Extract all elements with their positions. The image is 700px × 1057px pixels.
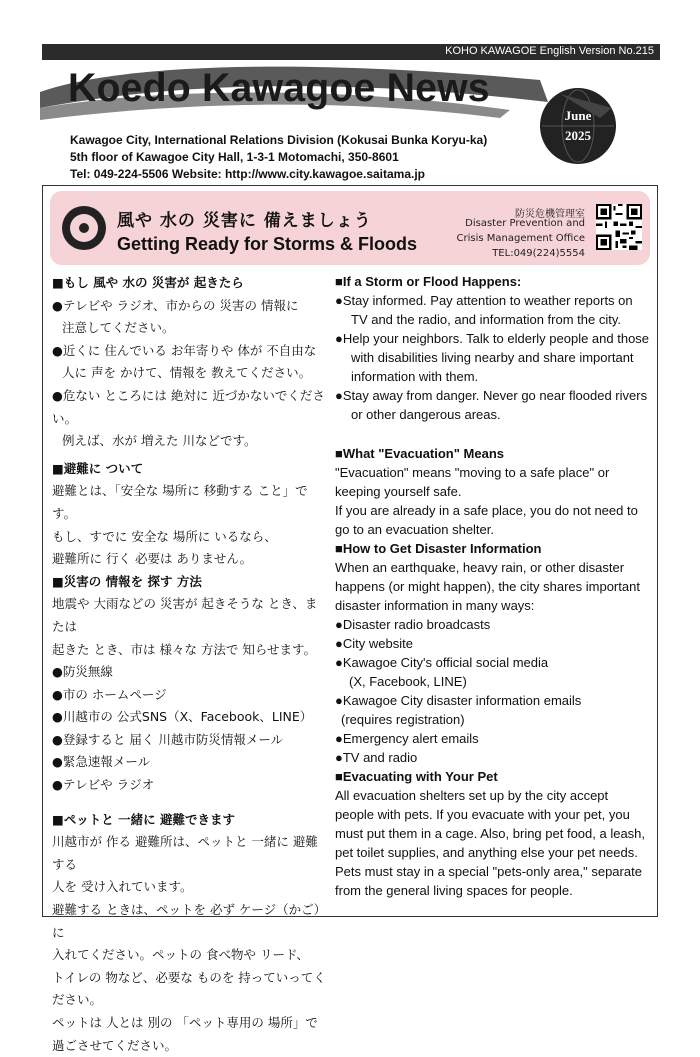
- list-item: ●TV and radio: [335, 750, 418, 765]
- paragraph-line: 川越市が 作る 避難所は、ペットと 一緒に 避難する: [52, 834, 318, 872]
- list-item: ●Kawagoe City disaster information emails: [335, 693, 582, 708]
- list-item-cont: 注意してください。: [62, 320, 175, 336]
- list-item: ●City website: [335, 636, 413, 651]
- list-item: ●テレビや ラジオ、市からの 災害の 情報に: [52, 297, 299, 313]
- list-item: ●Kawagoe City's official social media: [335, 655, 549, 670]
- article-title-en: Getting Ready for Storms & Floods: [117, 234, 418, 254]
- list-item: ●Disaster radio broadcasts: [335, 617, 491, 632]
- dept-tel: TEL:049(224)5554: [492, 248, 585, 259]
- list-item: ●危ない ところには 絶対に 近づかないでください。: [52, 387, 325, 426]
- list-item: ●Stay informed. Pay attention to weather reports on TV and the radio, and information from the city.: [335, 293, 633, 327]
- list-item: ●Emergency alert emails: [335, 731, 479, 746]
- paragraph: All evacuation shelters set up by the city accept people with pets. If you evacuate with your pet, you must put them in a cage. Also, bring pet food, a leash, pet toilet supplies, and anything else your pet needs.: [335, 788, 646, 860]
- list-item-cont: 例えば、水が 増えた 川などです。: [62, 433, 257, 449]
- list-item: ●テレビや ラジオ: [52, 777, 155, 793]
- section-heading: ■避難に ついて: [52, 460, 144, 476]
- list-item: ●登録すると 届く 川越市防災情報メール: [52, 731, 284, 747]
- article-title-jp: 風や 水の 災害に 備えましょう: [117, 211, 372, 231]
- english-column: [335, 272, 650, 900]
- list-item: ●Help your neighbors. Talk to elderly people and those with disabilities living nearby and share important information with them.: [335, 331, 650, 384]
- section-heading: ■ペットと 一緒に 避難できます: [52, 811, 236, 827]
- issue-date-badge: [540, 88, 616, 164]
- paragraph-line: 起きた とき、市は 様々な 方法で 知らせます。: [52, 641, 317, 657]
- dept-name-en-1: Disaster Prevention and: [465, 218, 585, 229]
- dept-name-en-2: Crisis Management Office: [456, 233, 585, 244]
- globe-icon: [540, 88, 616, 164]
- section-heading: ■If a Storm or Flood Happens:: [335, 274, 522, 289]
- paragraph-line: 地震や 大雨などの 災害が 起きそうな とき、または: [52, 596, 318, 634]
- paragraph: If you are already in a safe place, you do not need to go to an evacuation shelter.: [335, 503, 638, 537]
- issue-month: June: [564, 108, 592, 123]
- paragraph-line: ペットは 人とは 別の 「ペット専用の 場所」で: [52, 1015, 318, 1030]
- list-item: ●近くに 住んでいる お年寄りや 体が 不自由な: [52, 342, 317, 358]
- org-contact: Tel: 049-224-5506 Website: http://www.city.kawagoe.saitama.jp: [70, 167, 426, 181]
- section-heading: ■災害の 情報を 探す 方法: [52, 573, 202, 589]
- list-item: ●川越市の 公式SNS（X、Facebook、LINE）: [52, 709, 313, 725]
- section-heading: ■もし 風や 水の 災害が 起きたら: [52, 275, 244, 290]
- paragraph-line: トイレの 物など、必要な ものを 持っていってください。: [52, 969, 326, 1008]
- dept-name-jp: 防災危機管理室: [515, 209, 585, 220]
- list-item: ●Stay away from danger. Never go near flooded rivers or other dangerous areas.: [335, 388, 648, 422]
- paragraph: When an earthquake, heavy rain, or other disaster happens (or might happen), the city shares important disaster information in many ways:: [335, 560, 640, 613]
- qr-code-icon[interactable]: [596, 204, 642, 250]
- section-heading: ■Evacuating with Your Pet: [335, 769, 498, 784]
- list-item: ●防災無線: [52, 664, 113, 680]
- paragraph-line: 避難所に 行く 必要は ありません。: [52, 551, 253, 567]
- section-heading: ■What "Evacuation" Means: [335, 446, 504, 461]
- list-item: ●緊急速報メール: [52, 754, 151, 770]
- section-heading: ■How to Get Disaster Information: [335, 541, 542, 556]
- org-name: Kawagoe City, International Relations Division (Kokusai Bunka Koryu-ka): [70, 133, 488, 147]
- paragraph: Pets must stay in a special "pets-only area," separate from the general living spaces for people.: [335, 864, 642, 898]
- paragraph-line: もし、すでに 安全な 場所に いるなら、: [52, 528, 277, 544]
- paragraph-line: 避難とは、「安全な 場所に 移動する こと」です。: [52, 483, 308, 521]
- edition-label: KOHO KAWAGOE English Version No.215: [445, 45, 654, 57]
- storm-swirl-icon: [58, 202, 110, 254]
- newsletter-title: Koedo Kawagoe News: [68, 66, 490, 110]
- paragraph-line: 避難する ときは、ペットを 必ず ケージ（かご）に: [52, 902, 320, 940]
- issue-year: 2025: [565, 128, 591, 143]
- list-item-cont: 人に 声を かけて、情報を 教えてください。: [62, 365, 312, 381]
- paragraph-line: 人を 受け入れています。: [52, 879, 193, 895]
- org-address: 5th floor of Kawagoe City Hall, 1-3-1 Motomachi, 350-8601: [70, 150, 399, 164]
- paragraph-line: 入れてください。ペットの 食べ物や リード、: [52, 947, 309, 963]
- japanese-column: [52, 272, 326, 1057]
- paragraph-line: 過ごさせてください。: [52, 1037, 178, 1053]
- paragraph: "Evacuation" means "moving to a safe place" or keeping yourself safe.: [335, 465, 610, 499]
- list-item-cont: (requires registration): [341, 712, 465, 727]
- list-item-cont: (X, Facebook, LINE): [349, 674, 467, 689]
- list-item: ●市の ホームページ: [52, 686, 167, 702]
